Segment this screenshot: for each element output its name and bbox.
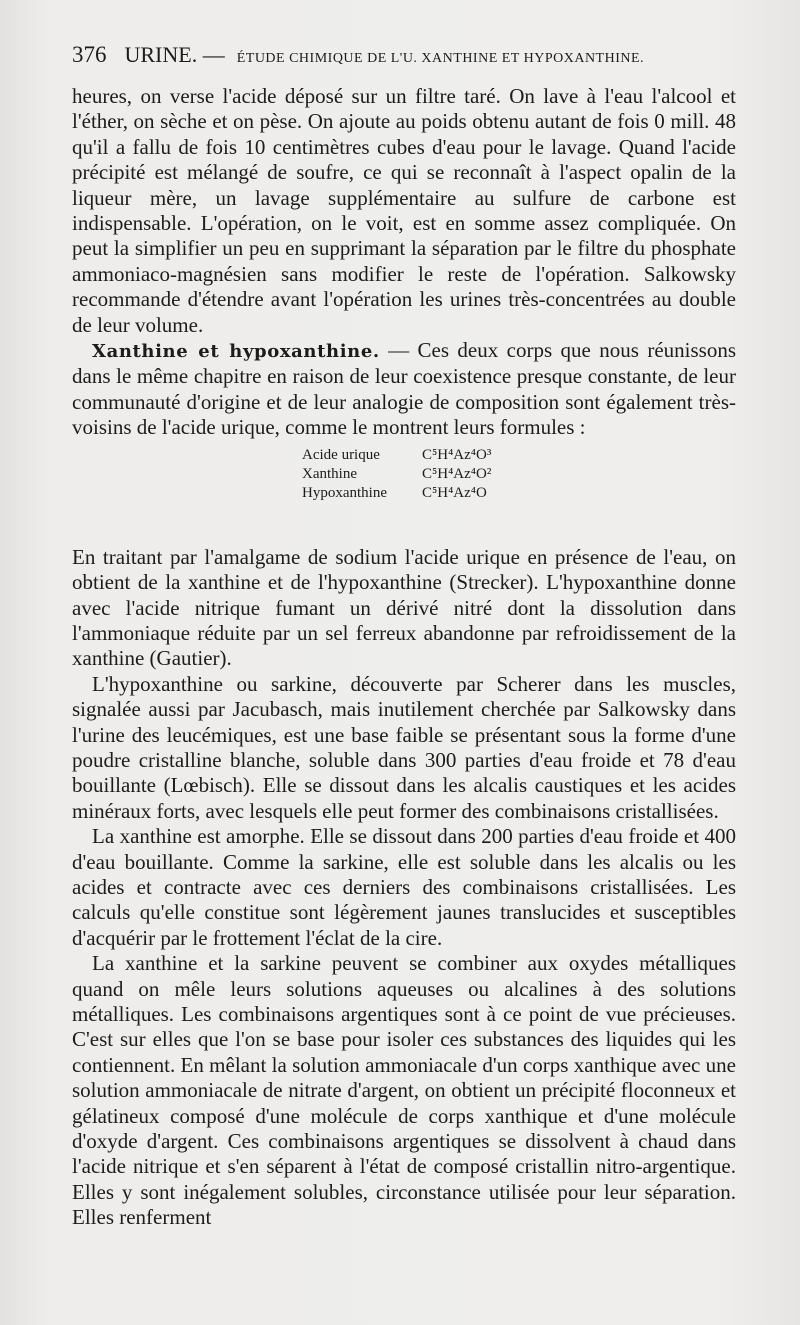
formula-name: Hypoxanthine [302,484,387,501]
formula-row [302,484,736,503]
paragraph-1: heures, on verse l'acide déposé sur un filtre taré. On lave à l'eau l'alcool et l'éther, on sèche et on pèse. On ajoute au poids obtenu autant de fois 0 mill. 48 qu'il a fallu de fois 10 centimètres cubes d'eau pour le lavage. Quand l'acide précipité est mélangé de soufre, ce qui se reconnaît à l'aspect opalin de la liqueur mère, un lavage supplémentaire au sulfure de carbone est indispensable. L'opération, on le voit, est en somme assez compliquée. On peut la simplifier un peu en supprimant la séparation par le filtre du phosphate ammoniaco-magnésien sans modifier le reste de l'opération. Salkowsky recommande d'étendre avant l'opération les urines très-concentrées au double de leur volume. [72,84,736,337]
formula-table [72,446,736,503]
paragraph-2 [72,338,736,441]
paragraph-6: La xanthine et la sarkine peuvent se combiner aux oxydes métalliques quand on mêle leurs solutions aqueuses ou alcalines à des solutions métalliques. Les combinaisons argentiques sont à ce point de vue précieuses. C'est sur elles que l'on se base pour isoler ces substances des liquides qui les contiennent. En mêlant la solution ammoniacale d'un corps xanthique avec une solution ammoniacale de nitrate d'argent, on obtient un précipité floconneux et gélatineux composé d'une molécule de corps xanthique et d'une molécule d'oxyde d'argent. Ces combinaisons argentiques se dissolvent à chaud dans l'acide nitrique et s'en séparent à l'état de composé cristallin nitro-argentique. Elles y sont inégalement solubles, circonstance utilisée pour leur séparation. Elles renferment [72,951,736,1230]
formula-row [302,446,736,465]
formula-value: C⁵H⁴Az⁴O³ [422,446,492,463]
formula-name: Xanthine [302,465,357,482]
formula-row [302,465,736,484]
paragraph-2-text: — Ces deux corps que nous réunissons dans le même chapitre en raison de leur coexistence presque constante, de leur communauté d'origine et de leur analogie de composition sont également très-voisins de l'acide urique, comme le montrent leurs formules : [72,338,736,440]
header-subtitle: ÉTUDE CHIMIQUE DE L'U. XANTHINE ET HYPOXANTHINE. [236,51,645,66]
formula-value: C⁵H⁴Az⁴O [422,484,487,501]
page-body [72,84,736,1231]
paragraph-4: L'hypoxanthine ou sarkine, découverte par Scherer dans les muscles, signalée aussi par Jacubasch, mais inutilement cherchée par Salkowsky dans l'urine des leucémiques, est une base faible se présentant sous la forme d'une poudre cristalline blanche, soluble dans 300 parties d'eau froide et 78 d'eau bouillante (Lœbisch). Elle se dissout dans les alcalis caustiques et les acides minéraux forts, avec lesquels elle peut former des combinaisons cristallisées. [72,671,736,823]
running-header [72,42,736,76]
header-title: URINE. — [124,42,225,67]
section-heading: Xanthine et hypoxanthine. [92,341,380,363]
formula-value: C⁵H⁴Az⁴O² [422,465,492,482]
spacer [72,513,736,545]
paragraph-3: En traitant par l'amalgame de sodium l'acide urique en présence de l'eau, on obtient de la xanthine et de l'hypoxanthine (Strecker). L'hypoxanthine donne avec l'acide nitrique fumant un dérivé nitré dont la dissolution dans l'ammoniaque réduite par un sel ferreux abandonne par refroidissement de la xanthine (Gautier). [72,544,736,671]
page-number: 376 [72,42,107,67]
formula-name: Acide urique [302,446,380,463]
paragraph-5: La xanthine est amorphe. Elle se dissout dans 200 parties d'eau froide et 400 d'eau bouillante. Comme la sarkine, elle est soluble dans les alcalis ou les acides et contracte avec ces derniers des combinaisons cristallisées. Les calculs qu'elle constitue sont légèrement jaunes translucides et susceptibles d'acquérir par le frottement l'éclat de la cire. [72,824,736,950]
